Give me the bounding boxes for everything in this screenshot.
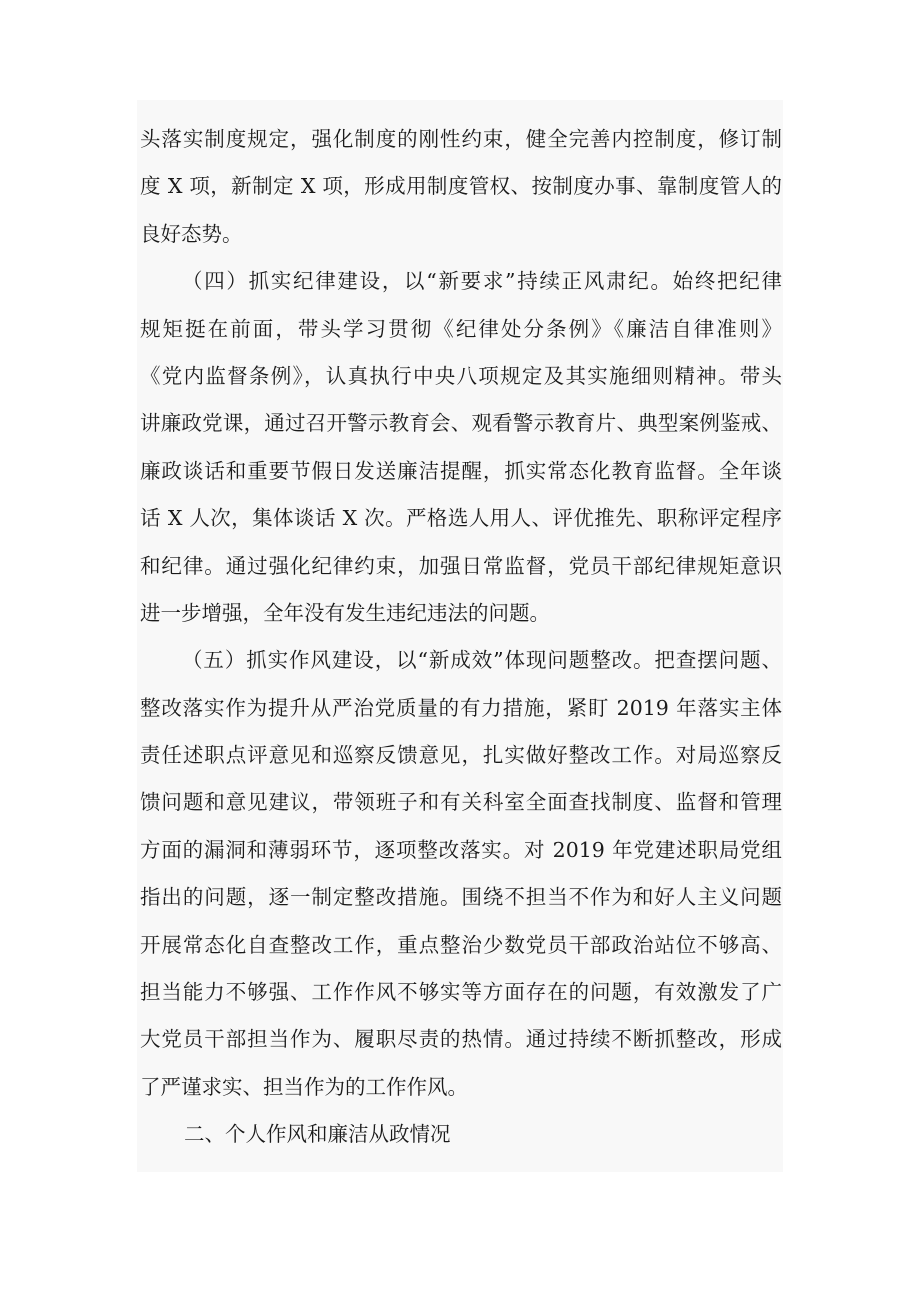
text-line: 头落实制度规定，强化制度的刚性约束，健全完善内控制度，修订制: [140, 127, 782, 151]
text-line: 进一步增强，全年没有发生违纪违法的问题。: [140, 600, 550, 625]
text-line: 大党员干部担当作为、履职尽责的热情。通过持续不断抓整改，形成: [140, 1027, 782, 1052]
text-line: 方面的漏洞和薄弱环节，逐项整改落实。对 2019 年党建述职局党组: [140, 837, 782, 862]
text-line: 规矩挺在前面，带头学习贯彻《纪律处分条例》《廉洁自律准则》: [140, 316, 782, 341]
text-line: 开展常态化自查整改工作，重点整治少数党员干部政治站位不够高、: [140, 932, 782, 957]
text-line: 和纪律。通过强化纪律约束，加强日常监督，党员干部纪律规矩意识: [140, 553, 782, 578]
section-heading: 二、个人作风和廉洁从政情况: [184, 1122, 451, 1147]
text-line: 良好态势。: [140, 221, 243, 246]
text-line: 度 X 项，新制定 X 项，形成用制度管权、按制度办事、靠制度管人的: [140, 174, 782, 199]
text-line: 话 X 人次，集体谈话 X 次。严格选人用人、评优推先、职称评定程序: [140, 506, 782, 531]
text-line: 指出的问题，逐一制定整改措施。围绕不担当不作为和好人主义问题: [140, 885, 782, 910]
text-line: 担当能力不够强、工作作风不够实等方面存在的问题，有效激发了广: [140, 980, 782, 1005]
paragraph-section-3-tail: [140, 116, 782, 258]
text-line: 责任述职点评意见和巡察反馈意见，扎实做好整改工作。对局巡察反: [140, 743, 782, 768]
text-line: （四）抓实纪律建设，以“新要求”持续正风肃纪。始终把纪律: [182, 269, 782, 294]
paragraph-section-5: [140, 637, 782, 1111]
text-line: 《党内监督条例》，认真执行中央八项规定及其实施细则精神。带头: [140, 363, 782, 388]
text-line: （五）抓实作风建设，以“新成效”体现问题整改。把查摆问题、: [182, 648, 782, 673]
text-line: 廉政谈话和重要节假日发送廉洁提醒，抓实常态化教育监督。全年谈: [140, 458, 782, 483]
text-line: 了严谨求实、担当作为的工作作风。: [140, 1074, 468, 1099]
paragraph-section-4: [140, 258, 782, 637]
text-line: 馈问题和意见建议，带领班子和有关科室全面查找制度、监督和管理: [140, 790, 782, 815]
document-body: [140, 116, 782, 1159]
text-line: 讲廉政党课，通过召开警示教育会、观看警示教育片、典型案例鉴戒、: [140, 411, 782, 436]
text-line: 整改落实作为提升从严治党质量的有力措施，紧盯 2019 年落实主体: [140, 695, 782, 720]
